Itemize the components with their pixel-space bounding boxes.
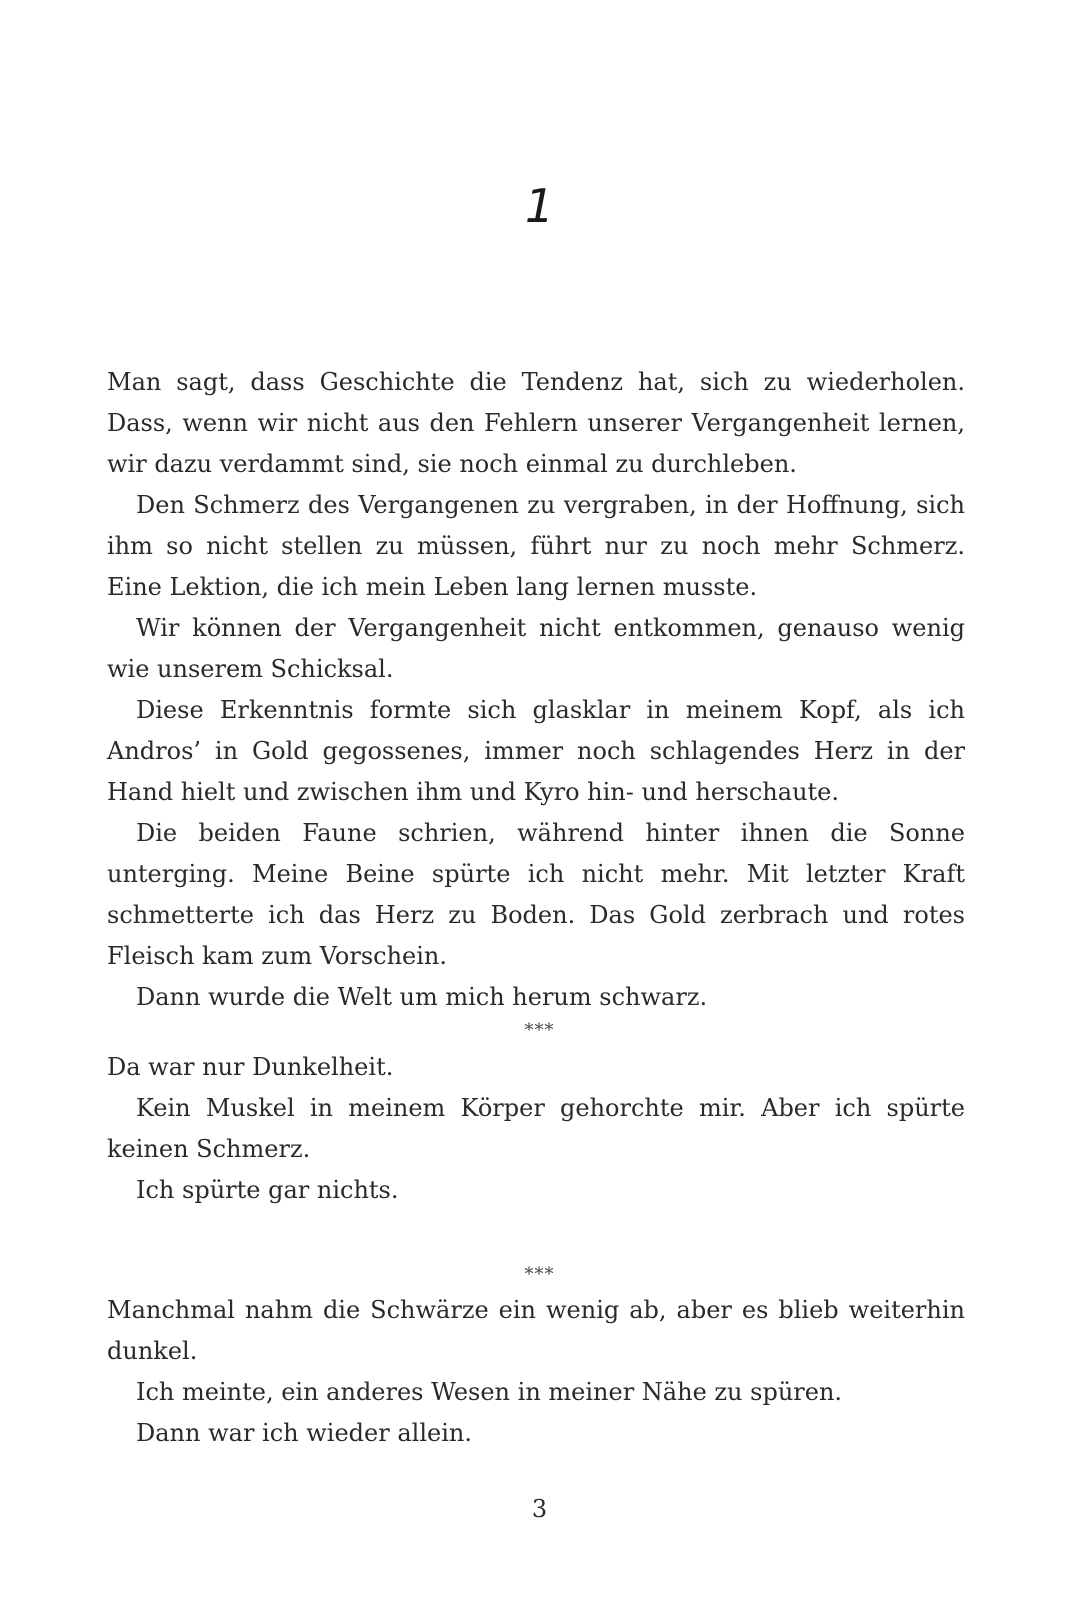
section-3 [107,1290,965,1454]
paragraph: Ich spürte gar nichts. [136,1176,399,1204]
page-number: 3 [531,1495,548,1523]
paragraph: Kein Muskel in meinem Körper gehorchte mir. Aber ich spürte keinen Schmerz. [107,1094,965,1163]
paragraph: Ich meinte, ein anderes Wesen in meiner Nähe zu spüren. [136,1378,843,1406]
paragraph: Man sagt, dass Geschichte die Tendenz hat, sich zu wiederholen. Dass, wenn wir nicht aus den Fehlern unserer Vergangenheit lernen, wir dazu verdammt sind, sie noch einmal zu durchleben. [107,368,965,478]
chapter-number: 1 [524,179,555,233]
paragraph: Da war nur Dunkelheit. [107,1053,394,1081]
paragraph: Wir können der Vergangenheit nicht entkommen, genauso wenig wie unserem Schicksal. [107,614,965,683]
paragraph: Die beiden Faune schrien, während hinter ihnen die Sonne unterging. Meine Beine spürte ich nicht mehr. Mit letzter Kraft schmetterte ich das Herz zu Boden. Das Gold zerbrach und rotes Fleisch kam zum Vorschein. [107,819,965,970]
paragraph: Den Schmerz des Vergangenen zu vergraben, in der Hoffnung, sich ihm so nicht stellen zu müssen, führt nur zu noch mehr Schmerz. Eine Lektion, die ich mein Leben lang lernen musste. [107,491,965,601]
scene-break: *** [524,1020,555,1041]
paragraph: Dann war ich wieder allein. [136,1419,472,1447]
section-2 [107,1047,965,1211]
paragraph: Manchmal nahm die Schwärze ein wenig ab, aber es blieb weiterhin dunkel. [107,1296,965,1365]
section-1 [107,362,965,1018]
paragraph: Diese Erkenntnis formte sich glasklar in meinem Kopf, als ich Andros’ in Gold gegossenes, immer noch schlagendes Herz in der Hand hielt und zwischen ihm und Kyro hin- und herschaute. [107,696,965,806]
scene-break: *** [524,1264,555,1285]
paragraph: Dann wurde die Welt um mich herum schwarz. [136,983,708,1011]
